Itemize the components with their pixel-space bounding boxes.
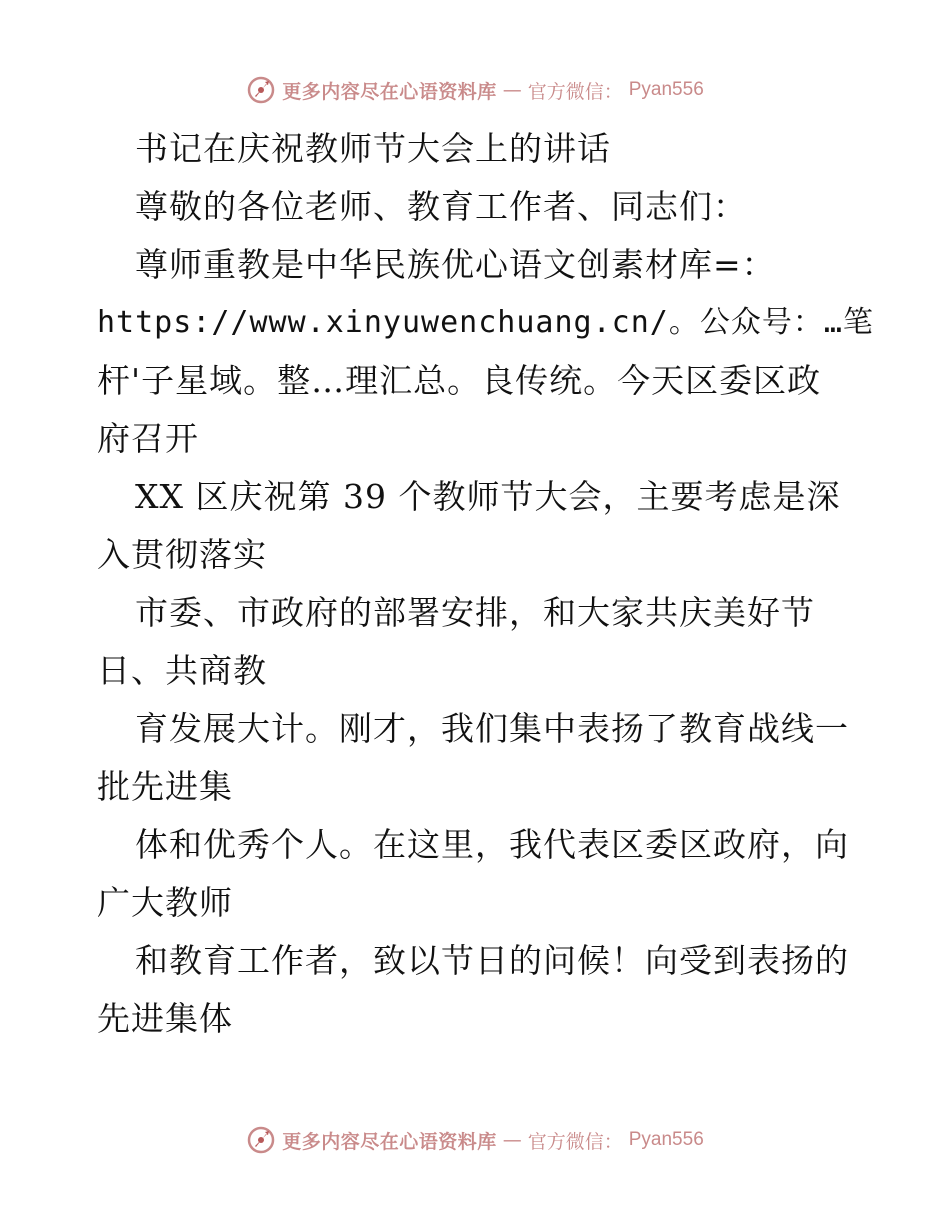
watermark-text: 更多内容尽在心语资料库 — [282, 80, 497, 103]
paragraph-line: 体和优秀个人。在这里，我代表区委区政府，向 — [135, 825, 849, 864]
watermark-text: 更多内容尽在心语资料库 — [282, 1130, 497, 1153]
paragraph-line: 和教育工作者，致以节日的问候！向受到表扬的 — [135, 941, 849, 980]
paragraph-line: 日、共商教 — [97, 651, 267, 690]
paragraph-line: 广大教师 — [97, 883, 233, 922]
watermark-wechat-id: Pyan556 — [628, 79, 704, 100]
watermark-dash: — — [502, 1129, 522, 1151]
watermark-dash: — — [502, 79, 522, 101]
document-body — [97, 120, 874, 1048]
quill-logo-icon — [246, 75, 276, 105]
quill-logo-icon — [246, 1125, 276, 1155]
paragraph-line: 尊师重教是中华民族优心语文创素材库=： — [135, 245, 776, 284]
paragraph-line: 先进集体 — [97, 999, 233, 1038]
watermark-wechat-id: Pyan556 — [628, 1129, 704, 1150]
paragraph-line: 市委、市政府的部署安排，和大家共庆美好节 — [135, 593, 815, 632]
document-title: 书记在庆祝教师节大会上的讲话 — [135, 129, 611, 168]
header-watermark — [0, 72, 950, 108]
paragraph-line: XX 区庆祝第 39 个教师节大会，主要考虑是深 — [135, 477, 841, 516]
paragraph-line: 入贯彻落实 — [97, 535, 267, 574]
url-line: https://www.xinyuwenchuang.cn/。公众号：…笔 — [97, 305, 874, 340]
paragraph-line: 批先进集 — [97, 767, 233, 806]
salutation: 尊敬的各位老师、教育工作者、同志们： — [135, 187, 747, 226]
footer-watermark — [0, 1122, 950, 1158]
paragraph-line: 杆'子星域。整…理汇总。良传统。今天区委区政 — [97, 361, 822, 400]
watermark-wechat-label: 官方微信： — [527, 80, 623, 103]
paragraph-line: 育发展大计。刚才，我们集中表扬了教育战线一 — [135, 709, 849, 748]
watermark-wechat-label: 官方微信： — [527, 1130, 623, 1153]
paragraph-line: 府召开 — [97, 419, 199, 458]
